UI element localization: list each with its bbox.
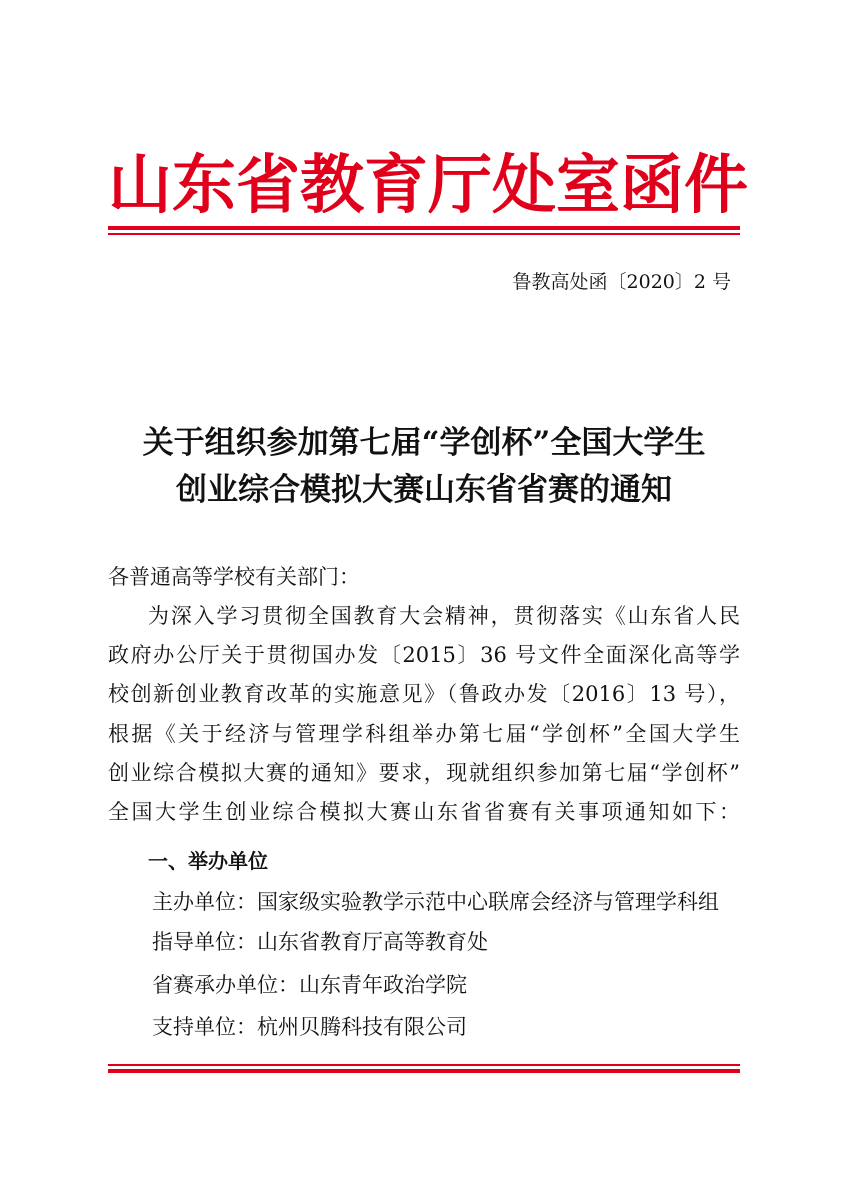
list-item: 省赛承办单位：山东青年政治学院 (152, 973, 467, 997)
masthead-divider (108, 226, 740, 235)
document-number: 鲁教高处函〔2020〕2 号 (512, 271, 731, 293)
masthead-title: 山东省教育厅处室函件 (108, 148, 748, 223)
list-item: 支持单位：杭州贝腾科技有限公司 (152, 1015, 467, 1039)
paragraph-line: 政府办公厅关于贯彻国办发〔2015〕36 号文件全面深化高等学 (108, 643, 740, 667)
section-heading: 一、举办单位 (148, 849, 268, 873)
list-item: 指导单位：山东省教育厅高等教育处 (152, 930, 488, 954)
paragraph-line: 根据《关于经济与管理学科组举办第七届“学创杯”全国大学生 (108, 722, 740, 746)
paragraph-line: 创业综合模拟大赛的通知》要求，现就组织参加第七届“学创杯” (108, 761, 740, 785)
paragraph-line: 为深入学习贯彻全国教育大会精神，贯彻落实《山东省人民 (148, 604, 740, 628)
salutation: 各普通高等学校有关部门： (108, 565, 360, 589)
paragraph-line: 全国大学生创业综合模拟大赛山东省省赛有关事项通知如下： (108, 800, 740, 824)
footer-divider (108, 1064, 740, 1073)
list-item: 主办单位：国家级实验教学示范中心联席会经济与管理学科组 (152, 890, 719, 914)
notice-title-line-2: 创业综合模拟大赛山东省省赛的通知 (176, 472, 672, 508)
paragraph-line: 校创新创业教育改革的实施意见》（鲁政办发〔2016〕13 号）， (108, 682, 740, 706)
notice-title-line-1: 关于组织参加第七届“学创杯”全国大学生 (142, 425, 706, 461)
